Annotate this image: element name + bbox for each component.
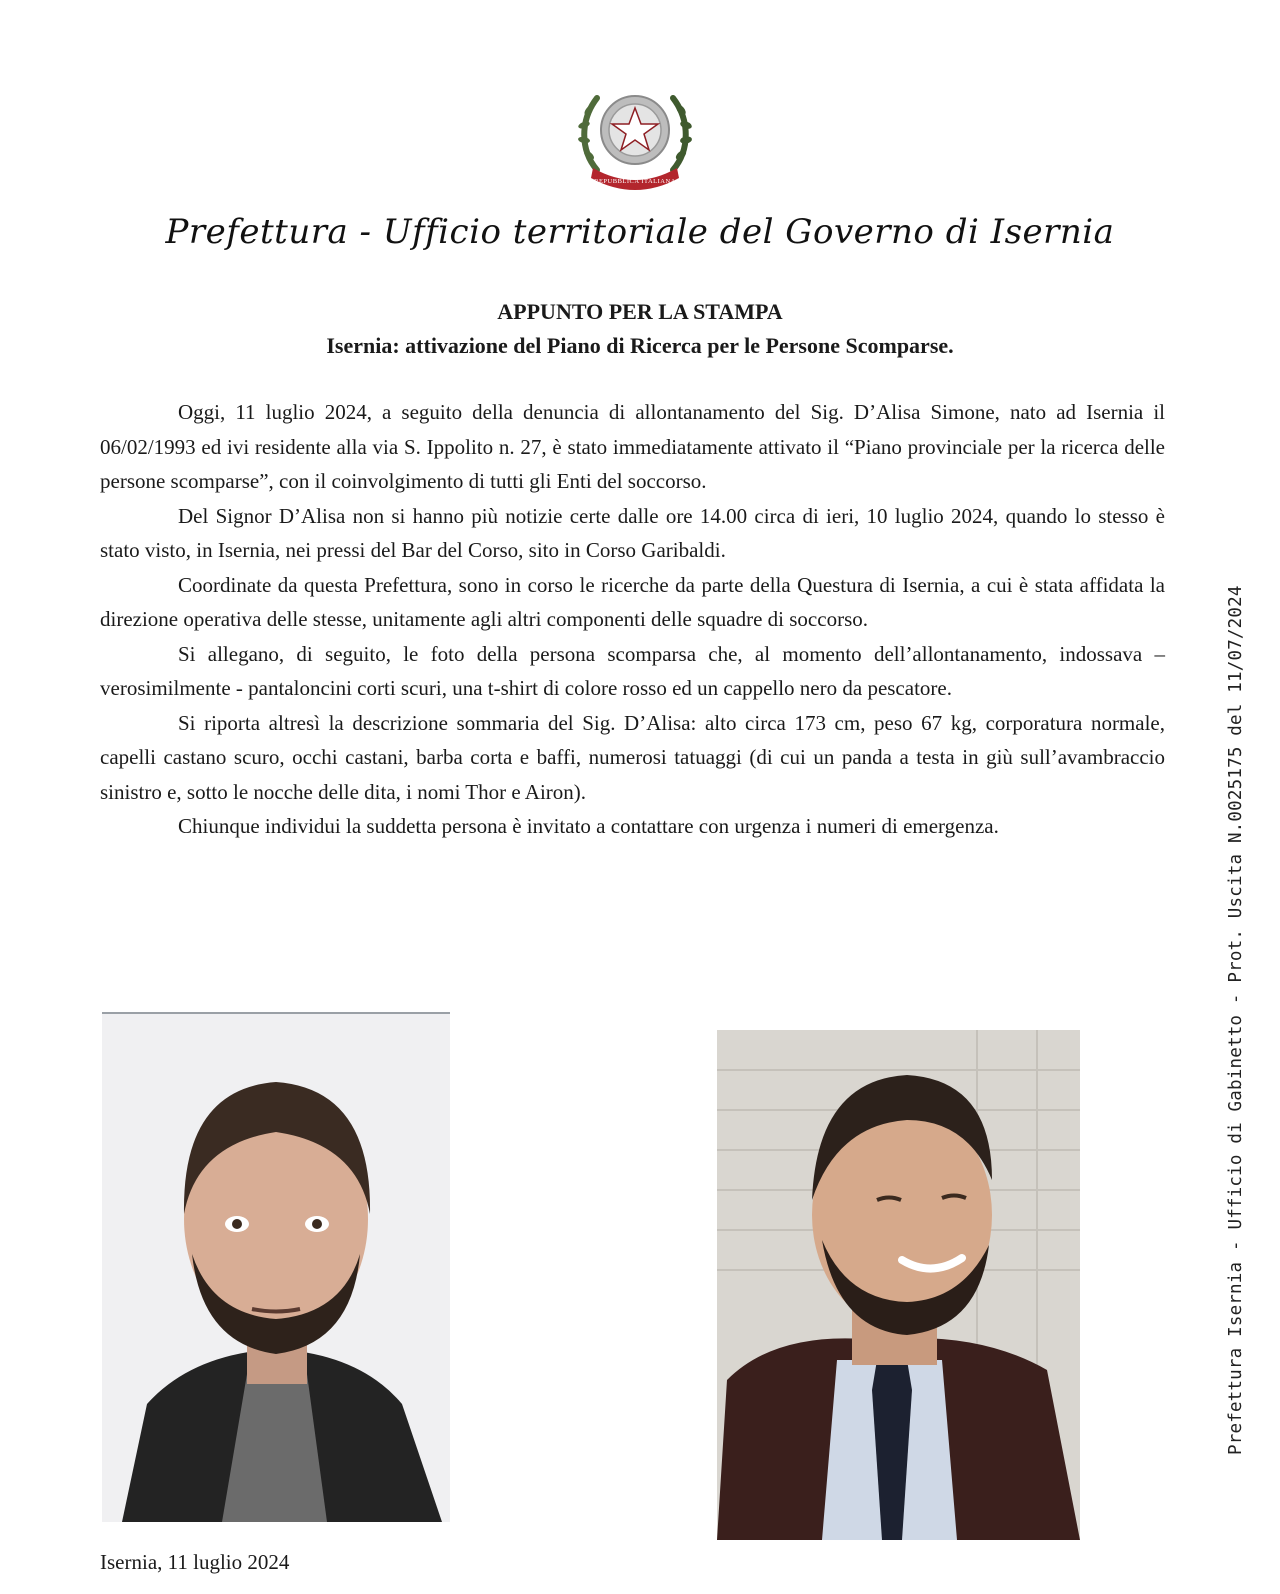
paragraph: Chiunque individui la suddetta persona è invitato a contattare con urgenza i numeri di emergenza. [178, 814, 999, 838]
date-place: Isernia, 11 luglio 2024 [100, 1550, 290, 1574]
paragraph: Si allegano, di seguito, le foto della persona scomparsa che, al momento dell’allontanamento, indossava – verosimilmente - pantaloncini corti scuri, una t-shirt di colore rosso ed un cappello nero da pescatore. [100, 641, 1165, 700]
protocol-stamp: Prefettura Isernia - Ufficio di Gabinetto - Prot. Uscita N.0025175 del 11/07/2024 [1226, 585, 1246, 1455]
portrait-photo-icon [102, 1012, 450, 1522]
paragraph: Oggi, 11 luglio 2024, a seguito della denuncia di allontanamento del Sig. D’Alisa Simone, nato ad Isernia il 06/02/1993 ed ivi residente alla via S. Ippolito n. 27, è stato immediatamente attivato il “Piano provinciale per la ricerca delle persone scomparse”, con il coinvolgimento di tutti gli Enti del soccorso. [100, 400, 1165, 493]
repubblica-italiana-emblem-icon [575, 80, 695, 195]
document-body [100, 395, 1165, 844]
paragraph: Del Signor D’Alisa non si hanno più notizie certe dalle ore 14.00 circa di ieri, 10 luglio 2024, quando lo stesso è stato visto, in Isernia, nei pressi del Bar del Corso, sito in Corso Garibaldi. [100, 503, 1165, 562]
heading-title: APPUNTO PER LA STAMPA [497, 299, 783, 324]
paragraph: Coordinate da questa Prefettura, sono in corso le ricerche da parte della Questura di Isernia, a cui è stata affidata la direzione operativa delle stesse, unitamente agli altri componenti delle squadre di soccorso. [100, 572, 1165, 631]
paragraph: Si riporta altresì la descrizione sommaria del Sig. D’Alisa: alto circa 173 cm, peso 67 kg, corporatura normale, capelli castano scuro, occhi castani, barba corta e baffi, numerosi tatuaggi (di cui un panda a testa in giù sull’avambraccio sinistro e, sotto le nocche delle dita, i nomi Thor e Airon). [100, 710, 1165, 804]
emblem-ribbon-text: REPUBBLICA ITALIANA [594, 178, 676, 185]
document-heading [0, 295, 1280, 363]
office-title: Prefettura - Ufficio territoriale del Governo di Isernia [165, 212, 1115, 252]
portrait-photo-icon [717, 1030, 1080, 1540]
heading-subtitle: Isernia: attivazione del Piano di Ricerca per le Persone Scomparse. [326, 333, 954, 358]
